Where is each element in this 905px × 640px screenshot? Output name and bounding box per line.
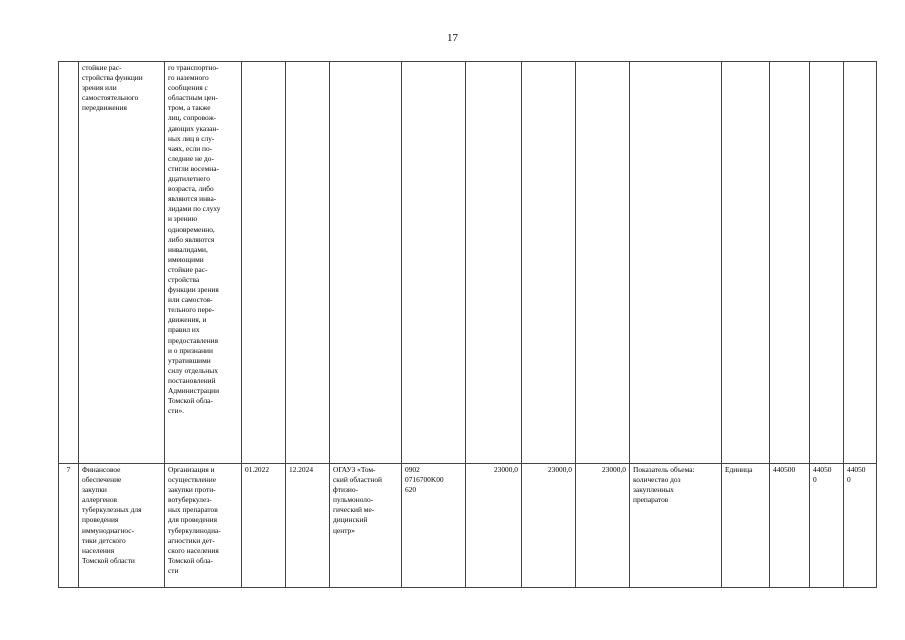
table-row	[59, 62, 877, 464]
unit-cell: Единица	[722, 464, 770, 588]
measure-name-cell: Финансовое обеспечение закупки аллергенов туберкулезных для проведения иммунодиагнос- тики детского населения Томской области	[79, 464, 165, 588]
value-cell	[770, 62, 810, 464]
executor-cell: ОГАУЗ «Том- ский областной фтизио- пульмоноло- гический ме- дицинский центр»	[330, 464, 402, 588]
kbk-cell: 0902 0716700K00 620	[402, 464, 466, 588]
amount-cell	[466, 62, 522, 464]
row-number-cell: 7	[59, 464, 79, 588]
value-cell	[844, 62, 877, 464]
kbk-cell	[402, 62, 466, 464]
end-date-cell: 12.2024	[286, 464, 330, 588]
start-date-cell	[242, 62, 286, 464]
start-date-cell: 01.2022	[242, 464, 286, 588]
end-date-cell	[286, 62, 330, 464]
amount-cell	[576, 62, 630, 464]
amount-cell: 23000,0	[576, 464, 630, 588]
indicator-cell	[630, 62, 722, 464]
measure-description-cell: го транспортно- го наземного сообщения с областным цен- тром, а также лиц, сопровож- дающих указан- ных лиц в слу- чаях, если по- следние не до- стигли восемна- дцатилетнего возраста, либо являются инва- лидами по слуху и зрению одновременно, либо являются инвалидами, имеющими стойкие рас- стройства функции зрения или самостоя- тельного пере- движения, и правил их предоставления и о признании утратившими силу отдельных постановлений Администрации Томской обла- сти».	[165, 62, 242, 464]
value-cell: 44050 0	[810, 464, 844, 588]
amount-cell: 23000,0	[466, 464, 522, 588]
table-row	[59, 464, 877, 588]
measure-description-cell: Организация и осуществление закупки проти- вотуберкулез- ных препаратов для проведения туберкулинодиа- агностики дет- ского населения Томской обла- сти	[165, 464, 242, 588]
value-cell: 440500	[770, 464, 810, 588]
indicator-cell: Показатель объема: количество доз закупленных препаратов	[630, 464, 722, 588]
executor-cell	[330, 62, 402, 464]
measures-table	[58, 61, 877, 588]
measure-name-cell: стойкие рас- стройства функции зрения или самостоятельного передвижения	[79, 62, 165, 464]
value-cell	[810, 62, 844, 464]
unit-cell	[722, 62, 770, 464]
row-number-cell	[59, 62, 79, 464]
amount-cell	[522, 62, 576, 464]
amount-cell: 23000,0	[522, 464, 576, 588]
page-number: 17	[447, 32, 458, 44]
value-cell: 44050 0	[844, 464, 877, 588]
